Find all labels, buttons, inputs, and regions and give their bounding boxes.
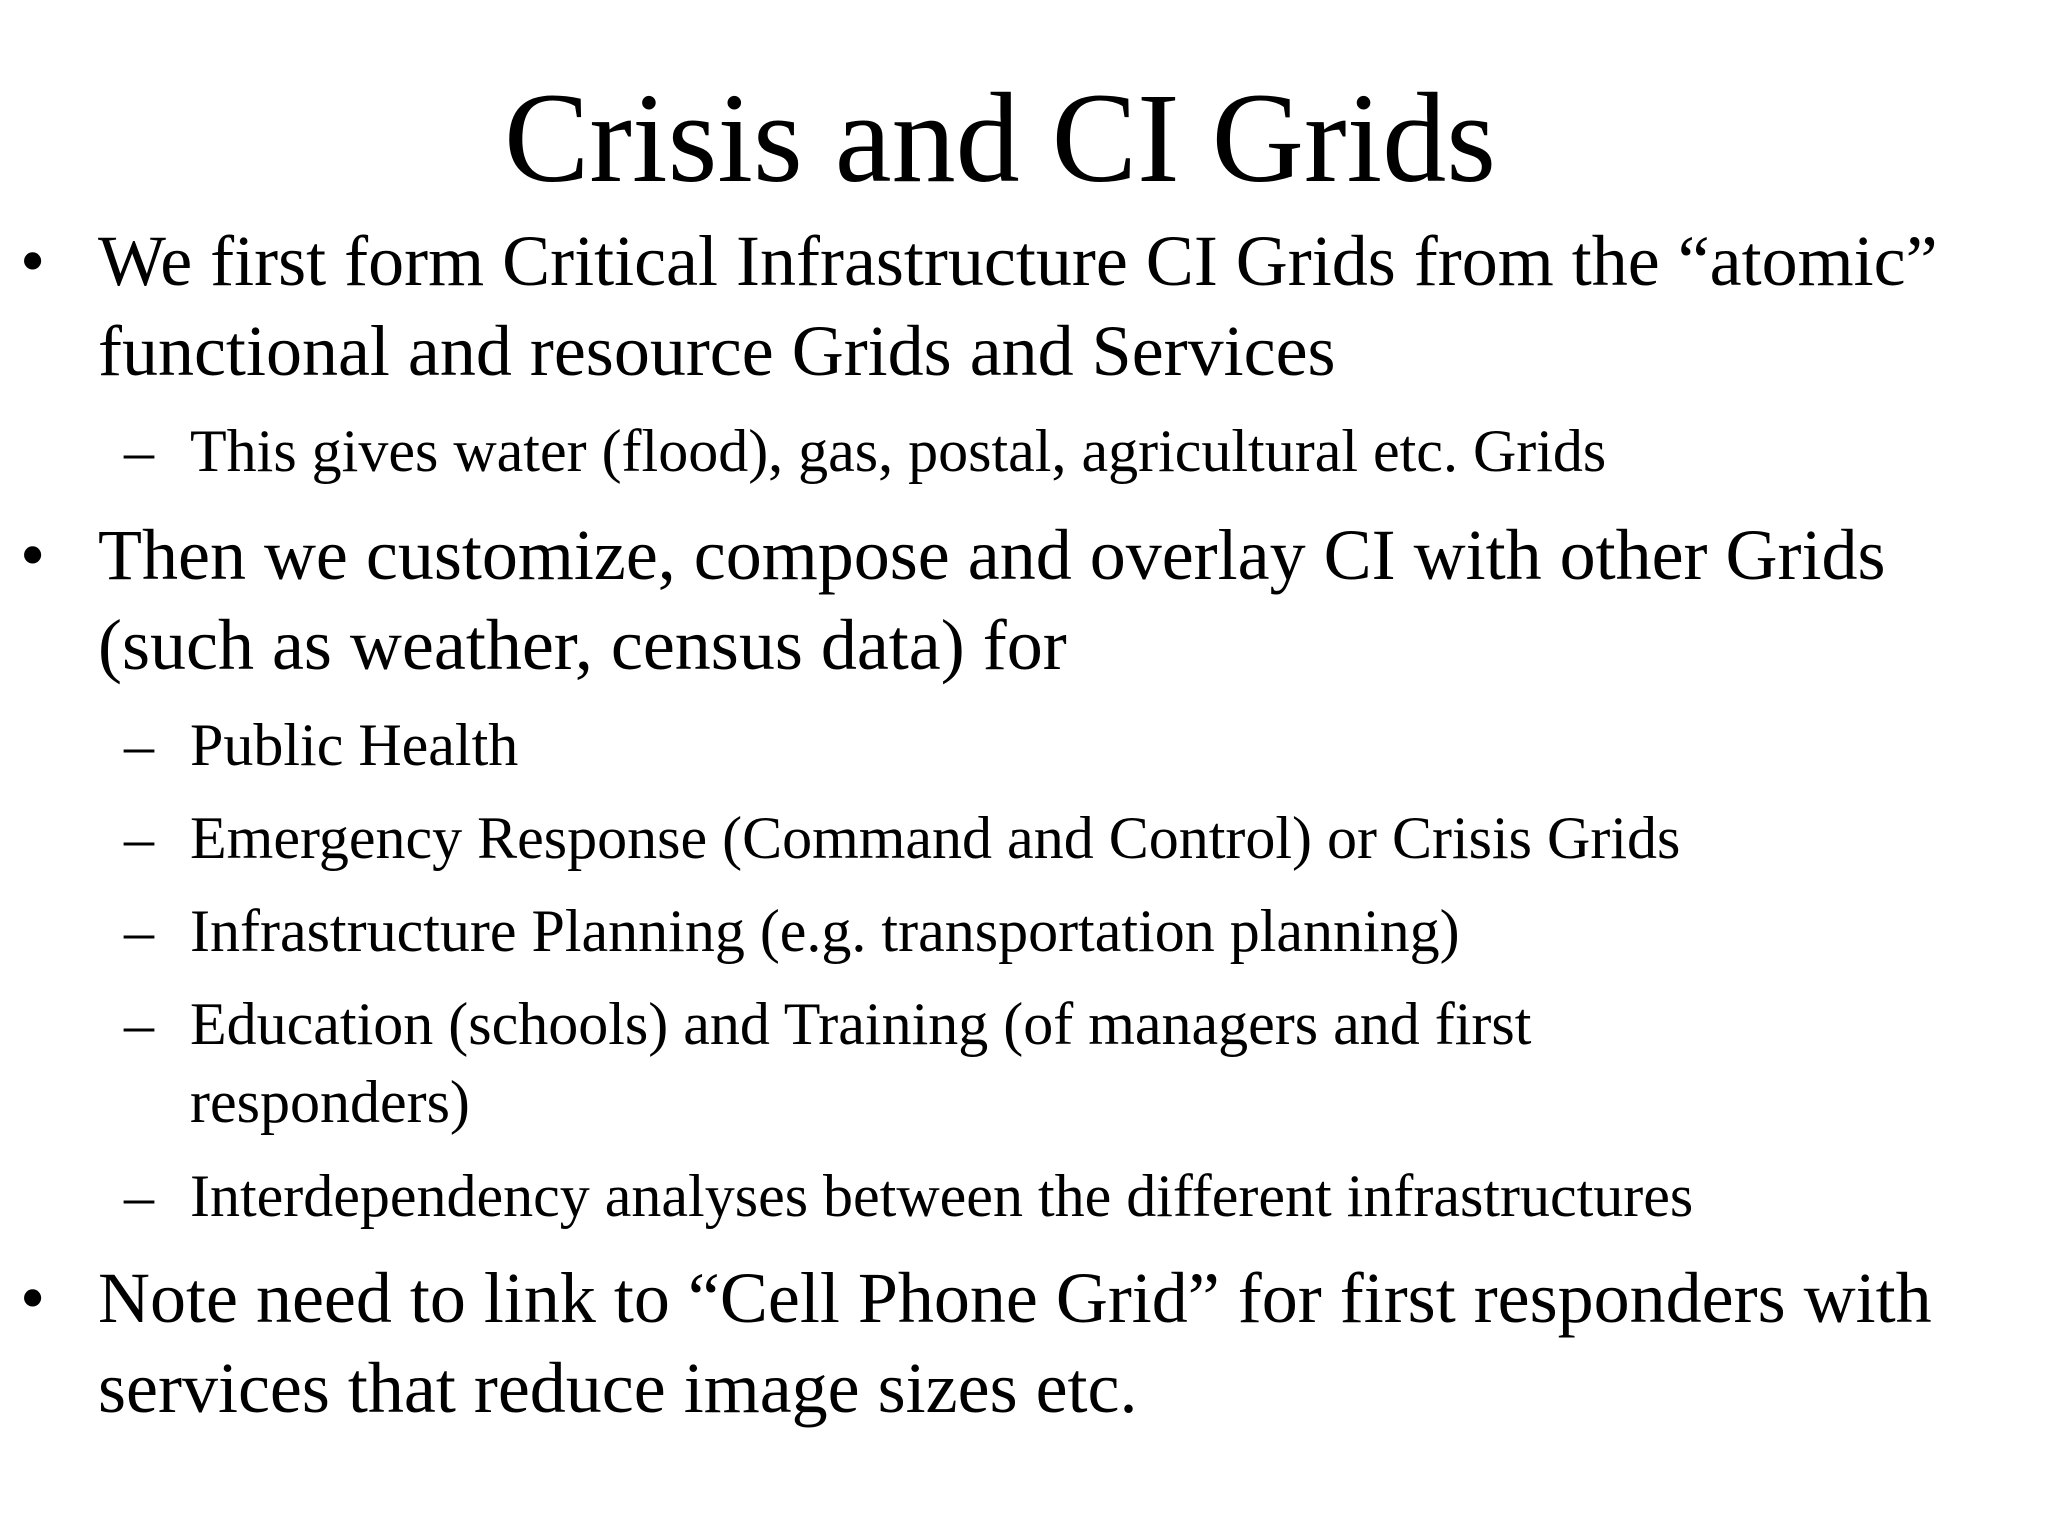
- sub-bullet-item: [0, 412, 2030, 490]
- sub-bullet-marker: –: [124, 712, 154, 778]
- bullet-marker: •: [20, 221, 46, 301]
- sub-bullet-text: Interdependency analyses between the different infrastructures: [190, 1163, 1694, 1229]
- sub-bullet-item: [0, 799, 2030, 877]
- sub-bullet-item: [0, 892, 2030, 970]
- sub-bullet-item: [0, 1157, 2030, 1235]
- bullet-marker: •: [20, 515, 46, 595]
- sub-bullet-marker: –: [124, 898, 154, 964]
- bullet-item: [0, 510, 2030, 690]
- bullet-item: [0, 1253, 2030, 1433]
- sub-bullet-text: Infrastructure Planning (e.g. transportation planning): [190, 898, 1460, 964]
- sub-bullet-marker: –: [124, 805, 154, 871]
- sub-bullet-marker: –: [124, 418, 154, 484]
- bullet-item: [0, 216, 2030, 396]
- slide-title: Crisis and CI Grids: [504, 67, 1496, 209]
- sub-bullet-item: [0, 985, 1780, 1141]
- bullet-marker: •: [20, 1258, 46, 1338]
- sub-bullet-item: [0, 706, 2030, 784]
- sub-bullet-marker: –: [124, 991, 154, 1057]
- bullet-text: We first form Critical Infrastructure CI Grids from the “atomic” functional and resource Grids and Services: [98, 221, 1938, 391]
- sub-bullet-text: Public Health: [190, 712, 519, 778]
- sub-bullet-marker: –: [124, 1163, 154, 1229]
- sub-bullet-text: Emergency Response (Command and Control) or Crisis Grids: [190, 805, 1681, 871]
- sub-bullet-text: Education (schools) and Training (of managers and first responders): [190, 991, 1532, 1135]
- bullet-text: Then we customize, compose and overlay CI with other Grids (such as weather, census data) for: [98, 515, 1886, 685]
- sub-bullet-text: This gives water (flood), gas, postal, agricultural etc. Grids: [190, 418, 1607, 484]
- bullet-text: Note need to link to “Cell Phone Grid” for first responders with services that reduce image sizes etc.: [98, 1258, 1932, 1428]
